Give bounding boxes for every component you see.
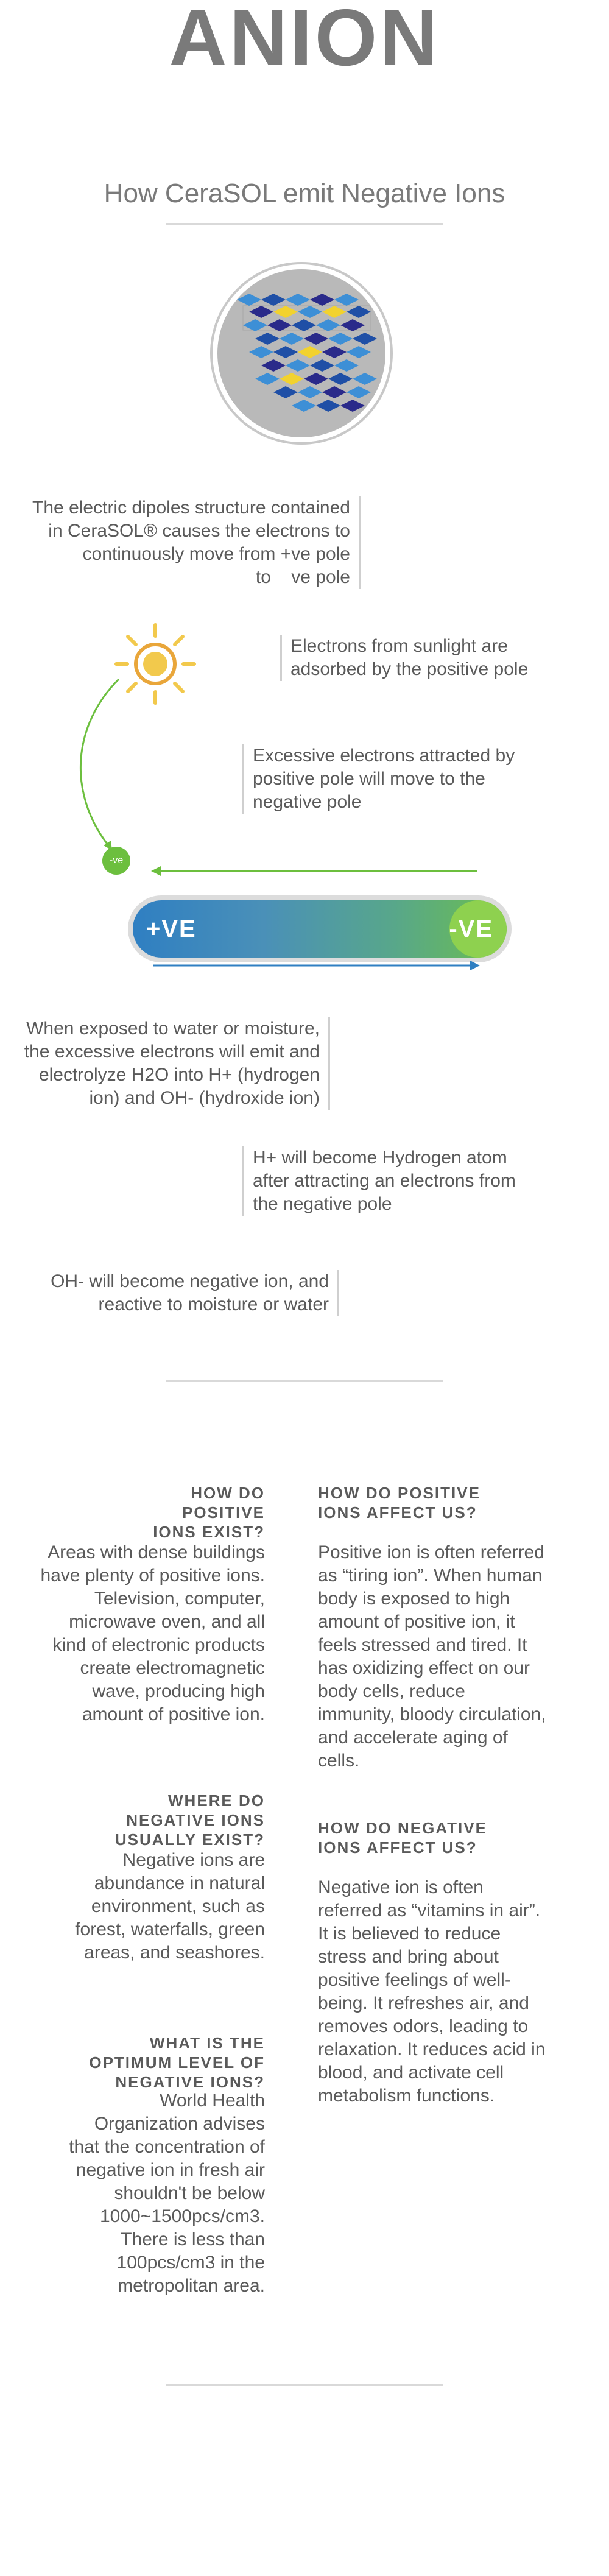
faq-positive-affect-heading: HOW DO POSITIVE IONS AFFECT US? bbox=[318, 1484, 481, 1522]
faq-negative-affect-heading: HOW DO NEGATIVE IONS AFFECT US? bbox=[318, 1819, 487, 1857]
faq-positive-exist-body: Areas with dense buildings have plenty of positive ions. Television, computer, microwave oven, and all kind of electronic products create electromagnetic wave, producing high amount of positive ion. bbox=[40, 1542, 265, 1724]
faq-positive-exist-heading: HOW DO POSITIVE IONS EXIST? bbox=[153, 1484, 265, 1541]
faq-negative-exist-heading: WHERE DO NEGATIVE IONS USUALLY EXIST? bbox=[114, 1791, 265, 1849]
divider-middle bbox=[166, 1380, 443, 1382]
divider-bottom bbox=[166, 2384, 443, 2386]
faq-optimum-heading: WHAT IS THE OPTIMUM LEVEL OF NEGATIVE IONS? bbox=[89, 2034, 265, 2091]
hydrogen-text: H+ will become Hydrogen atom after attracting an electrons from the negative pole bbox=[242, 1146, 539, 1216]
crystal-image bbox=[210, 262, 393, 445]
oh-text: OH- will become negative ion, and reactive to moisture or water bbox=[30, 1270, 339, 1316]
arrow-left-icon bbox=[151, 865, 480, 877]
faq-positive-affect-body: Positive ion is often referred as “tiring ion”. When human body is exposed to high amount of positive ion, it feels stressed and tired. It has oxidizing effect on our body cells, reduce immunity, bloody circulation, and accelerate aging of cells. bbox=[318, 1542, 546, 1771]
page-subtitle: How CeraSOL emit Negative Ions bbox=[104, 178, 505, 208]
electron-badge: -ve bbox=[102, 847, 130, 875]
positive-pole-label: +VE bbox=[146, 916, 197, 942]
faq-optimum-body: World Health Organization advises that the concentration of negative ion in fresh air shouldn't be below 1000~1500pcs/cm3. There is less than 100pcs/cm3 in the metropolitan area. bbox=[69, 2091, 265, 2296]
crystal-lattice-icon bbox=[217, 269, 385, 437]
faq-negative-affect-body: Negative ion is often referred as “vitamins in air”. It is believed to reduce stress and bring about positive feelings of well-being. It refreshes air, and removes odors, leading to relaxation. It reduces acid in blood, and activate cell metabolism functions. bbox=[318, 1877, 546, 2106]
divider-top bbox=[166, 223, 443, 225]
water-text: When exposed to water or moisture, the excessive electrons will emit and electrolyze H2O into H+ (hydrogen ion) and OH- (hydroxide ion) bbox=[12, 1017, 330, 1110]
arrow-right-icon bbox=[152, 959, 481, 972]
battery-graphic bbox=[128, 895, 512, 962]
sunlight-text: Electrons from sunlight are adsorbed by the positive pole bbox=[280, 635, 552, 681]
faq-negative-exist-body: Negative ions are abundance in natural environment, such as forest, waterfalls, green areas, and seashores. bbox=[75, 1850, 265, 1963]
negative-pole-label: -VE bbox=[449, 916, 493, 942]
dipoles-text: The electric dipoles structure contained in CeraSOL® causes the electrons to continuously move from +ve pole to ve pole bbox=[24, 496, 361, 589]
page-title: ANION bbox=[169, 0, 440, 82]
curved-arrow-icon bbox=[61, 676, 134, 859]
excessive-electrons-text: Excessive electrons attracted by positive pole will move to the negative pole bbox=[242, 744, 539, 814]
